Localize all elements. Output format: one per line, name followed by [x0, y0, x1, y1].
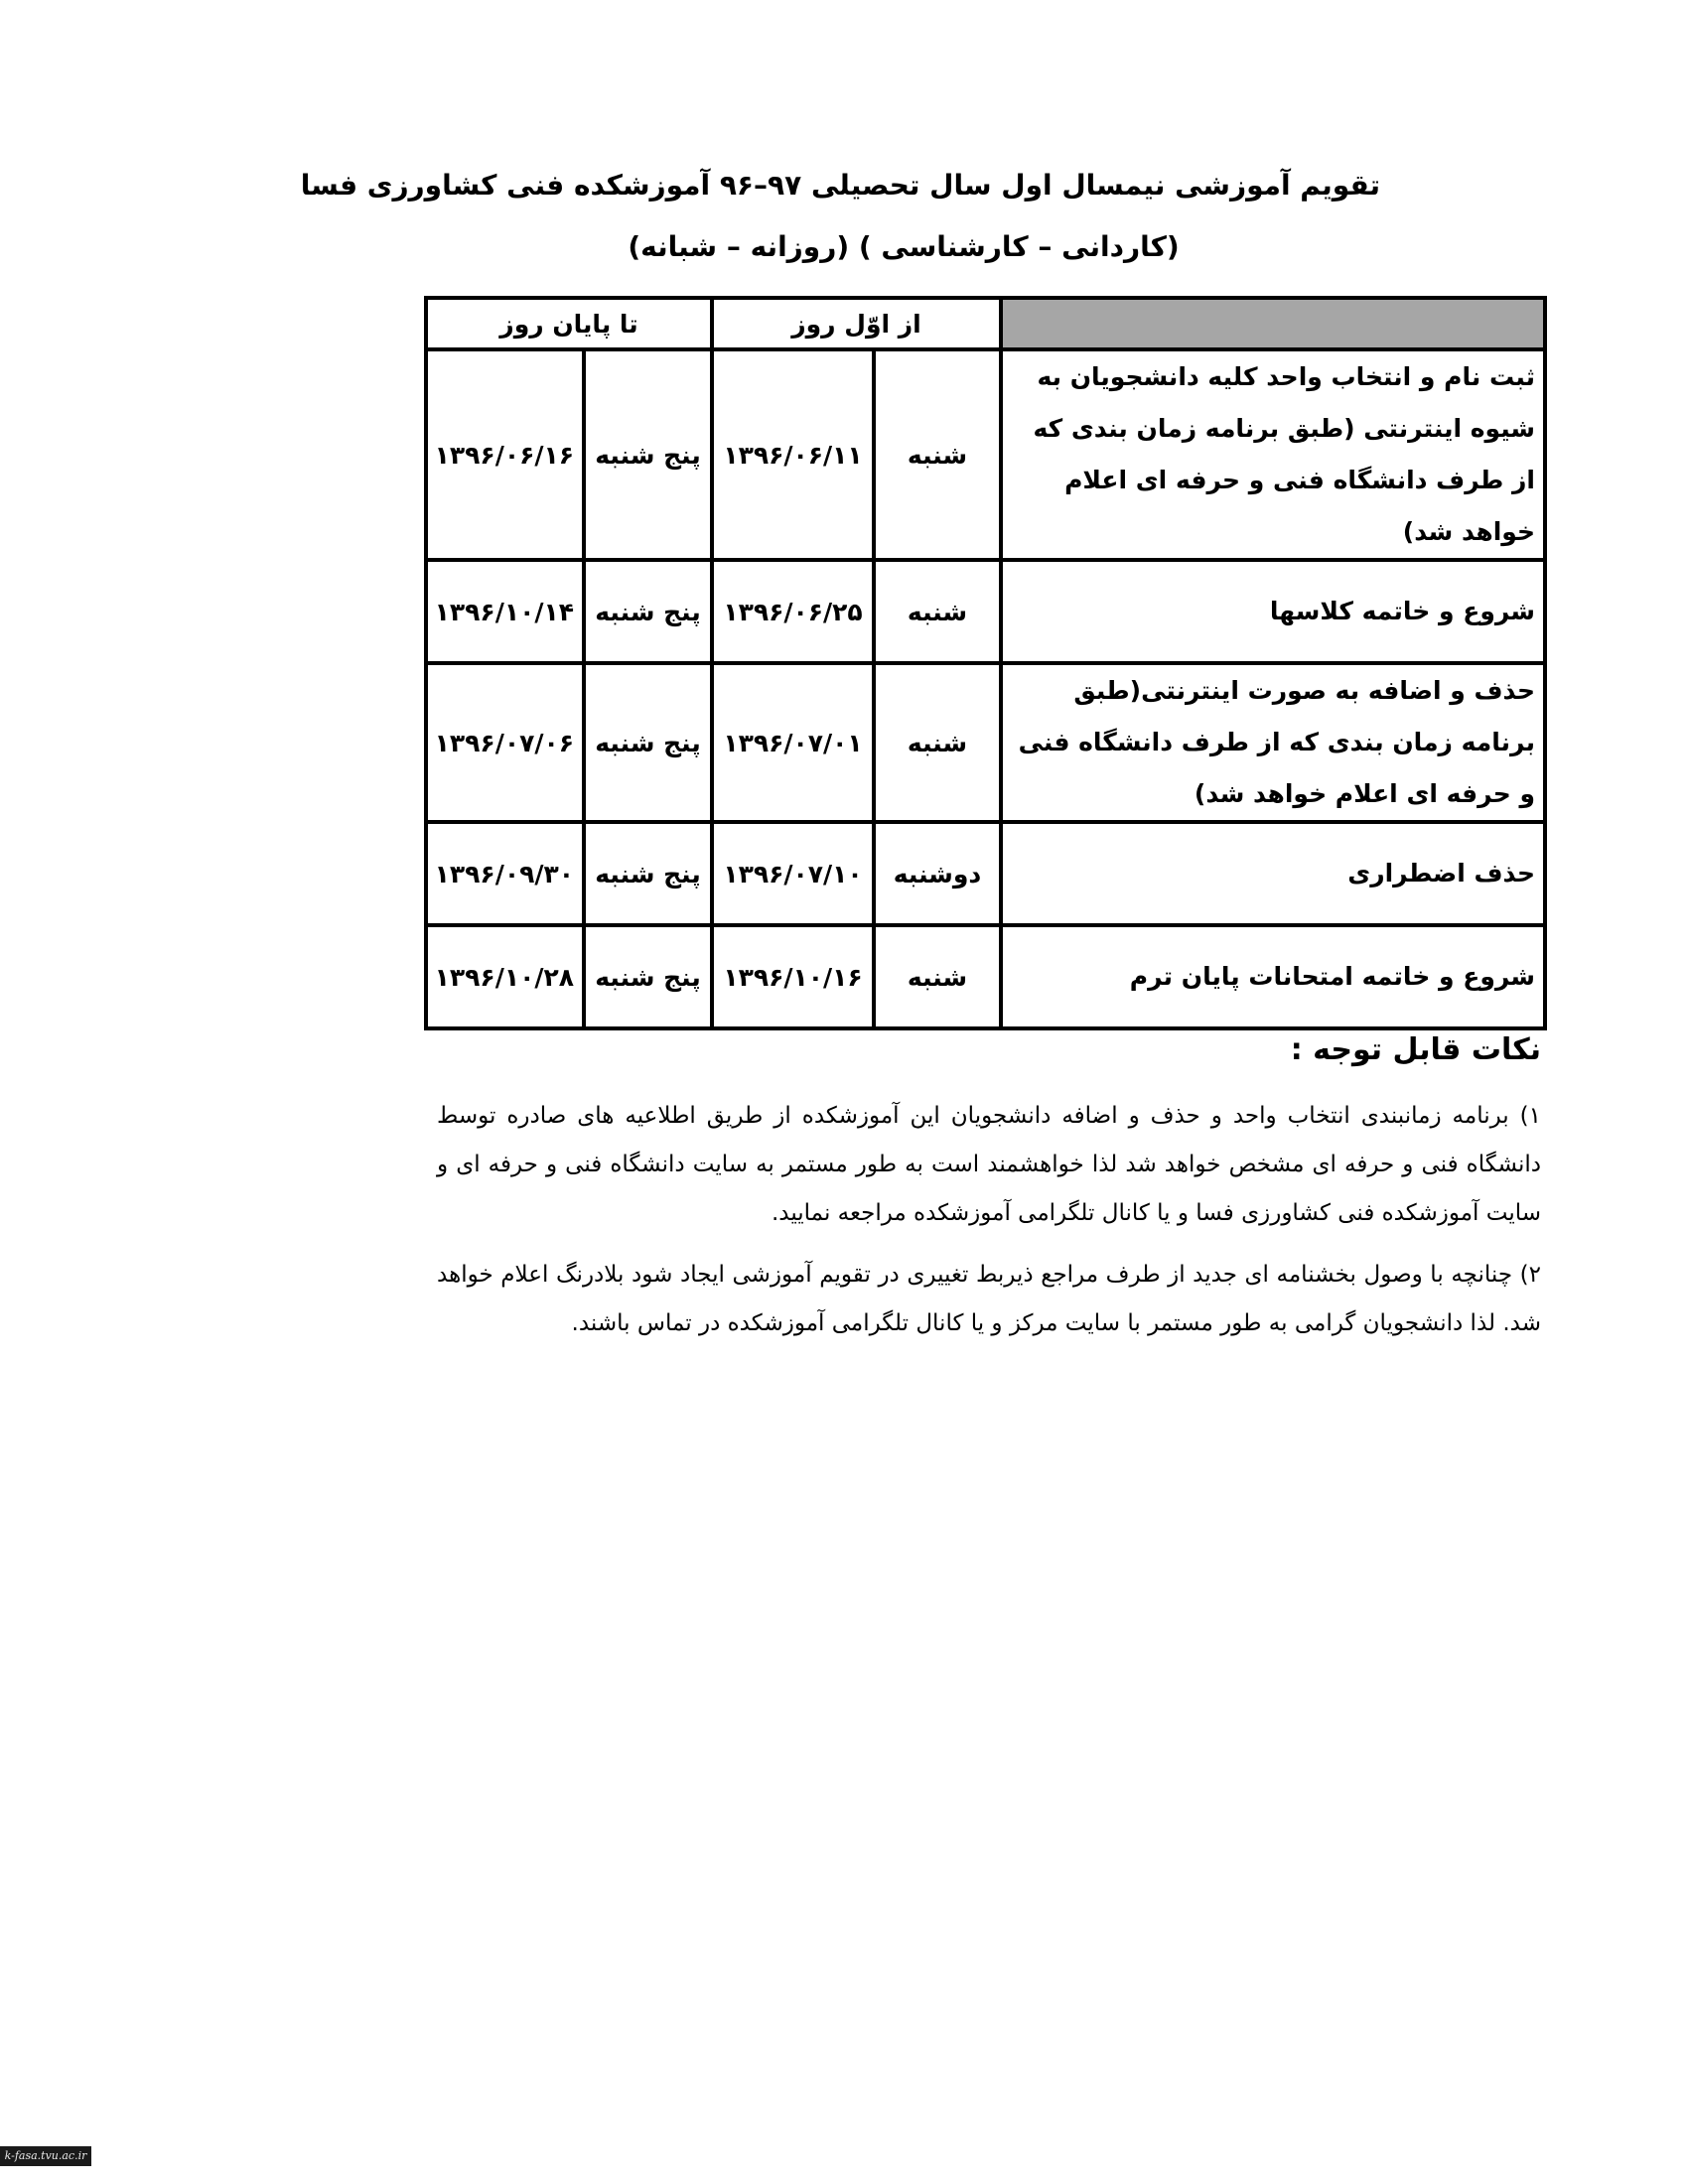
- table-row: [426, 349, 1545, 560]
- start-date-cell: ۱۳۹۶/۰۷/۱۰: [712, 822, 874, 925]
- table-row: [426, 663, 1545, 822]
- end-day-cell: پنج شنبه: [584, 925, 712, 1028]
- end-day-cell: پنج شنبه: [584, 663, 712, 822]
- activity-cell: ثبت نام و انتخاب واحد کلیه دانشجویان به شیوه اینترنتی (طبق برنامه زمان بندی که از طرف دانشگاه فنی و حرفه ای اعلام خواهد شد): [1001, 349, 1545, 560]
- site-badge: k-fasa.tvu.ac.ir: [0, 2146, 91, 2166]
- activity-cell: شروع و خاتمه کلاسها: [1001, 560, 1545, 663]
- start-day-cell: شنبه: [874, 560, 1001, 663]
- end-date-cell: ۱۳۹۶/۰۹/۳۰: [426, 822, 584, 925]
- end-day-cell: پنج شنبه: [584, 560, 712, 663]
- table-row: [426, 925, 1545, 1028]
- end-date-cell: ۱۳۹۶/۰۶/۱۶: [426, 349, 584, 560]
- table-header-row: [426, 298, 1545, 349]
- header-activity-cell: [1001, 298, 1545, 349]
- header-to: تا پایان روز: [426, 298, 712, 349]
- start-day-cell: شنبه: [874, 349, 1001, 560]
- start-date-cell: ۱۳۹۶/۰۶/۱۱: [712, 349, 874, 560]
- start-day-cell: دوشنبه: [874, 822, 1001, 925]
- end-date-cell: ۱۳۹۶/۱۰/۱۴: [426, 560, 584, 663]
- activity-cell: حذف اضطراری: [1001, 822, 1545, 925]
- activity-cell: شروع و خاتمه امتحانات پایان ترم: [1001, 925, 1545, 1028]
- notes-heading: نکات قابل توجه :: [1290, 1032, 1541, 1067]
- page-subtitle: (کاردانی – کارشناسی ) (روزانه – شبانه): [628, 230, 1180, 263]
- start-day-cell: شنبه: [874, 663, 1001, 822]
- start-day-cell: شنبه: [874, 925, 1001, 1028]
- start-date-cell: ۱۳۹۶/۱۰/۱۶: [712, 925, 874, 1028]
- end-day-cell: پنج شنبه: [584, 349, 712, 560]
- calendar-table: [424, 296, 1547, 1030]
- note-item: ۲) چنانچه با وصول بخشنامه ای جدید از طرف مراجع ذیربط تغییری در تقویم آموزشی ایجاد شود بلادرنگ اعلام خواهد شد. لذا دانشجویان گرامی به طور مستمر با سایت مرکز و یا کانال تلگرامی آموزشکده در تماس باشند.: [437, 1262, 1541, 1336]
- end-date-cell: ۱۳۹۶/۱۰/۲۸: [426, 925, 584, 1028]
- end-date-cell: ۱۳۹۶/۰۷/۰۶: [426, 663, 584, 822]
- start-date-cell: ۱۳۹۶/۰۶/۲۵: [712, 560, 874, 663]
- page-title: تقویم آموزشی نیمسال اول سال تحصیلی ۹۷–۹۶ آموزشکده فنی کشاورزی فسا: [300, 169, 1380, 202]
- note-item: ۱) برنامه زمانبندی انتخاب واحد و حذف و اضافه دانشجویان این آموزشکده از طریق اطلاعیه های صادره توسط دانشگاه فنی و حرفه ای مشخص خواهد شد لذا خواهشمند است به طور مستمر به سایت دانشگاه فنی و حرفه ای و سایت آموزشکده فنی کشاورزی فسا و یا کانال تلگرامی آموزشکده مراجعه نمایید.: [437, 1103, 1541, 1226]
- end-day-cell: پنج شنبه: [584, 822, 712, 925]
- table-row: [426, 822, 1545, 925]
- start-date-cell: ۱۳۹۶/۰۷/۰۱: [712, 663, 874, 822]
- header-from: از اوّل روز: [712, 298, 1001, 349]
- activity-cell: حذف و اضافه به صورت اینترنتی(طبق برنامه زمان بندی که از طرف دانشگاه فنی و حرفه ای اعلام خواهد شد): [1001, 663, 1545, 822]
- table-row: [426, 560, 1545, 663]
